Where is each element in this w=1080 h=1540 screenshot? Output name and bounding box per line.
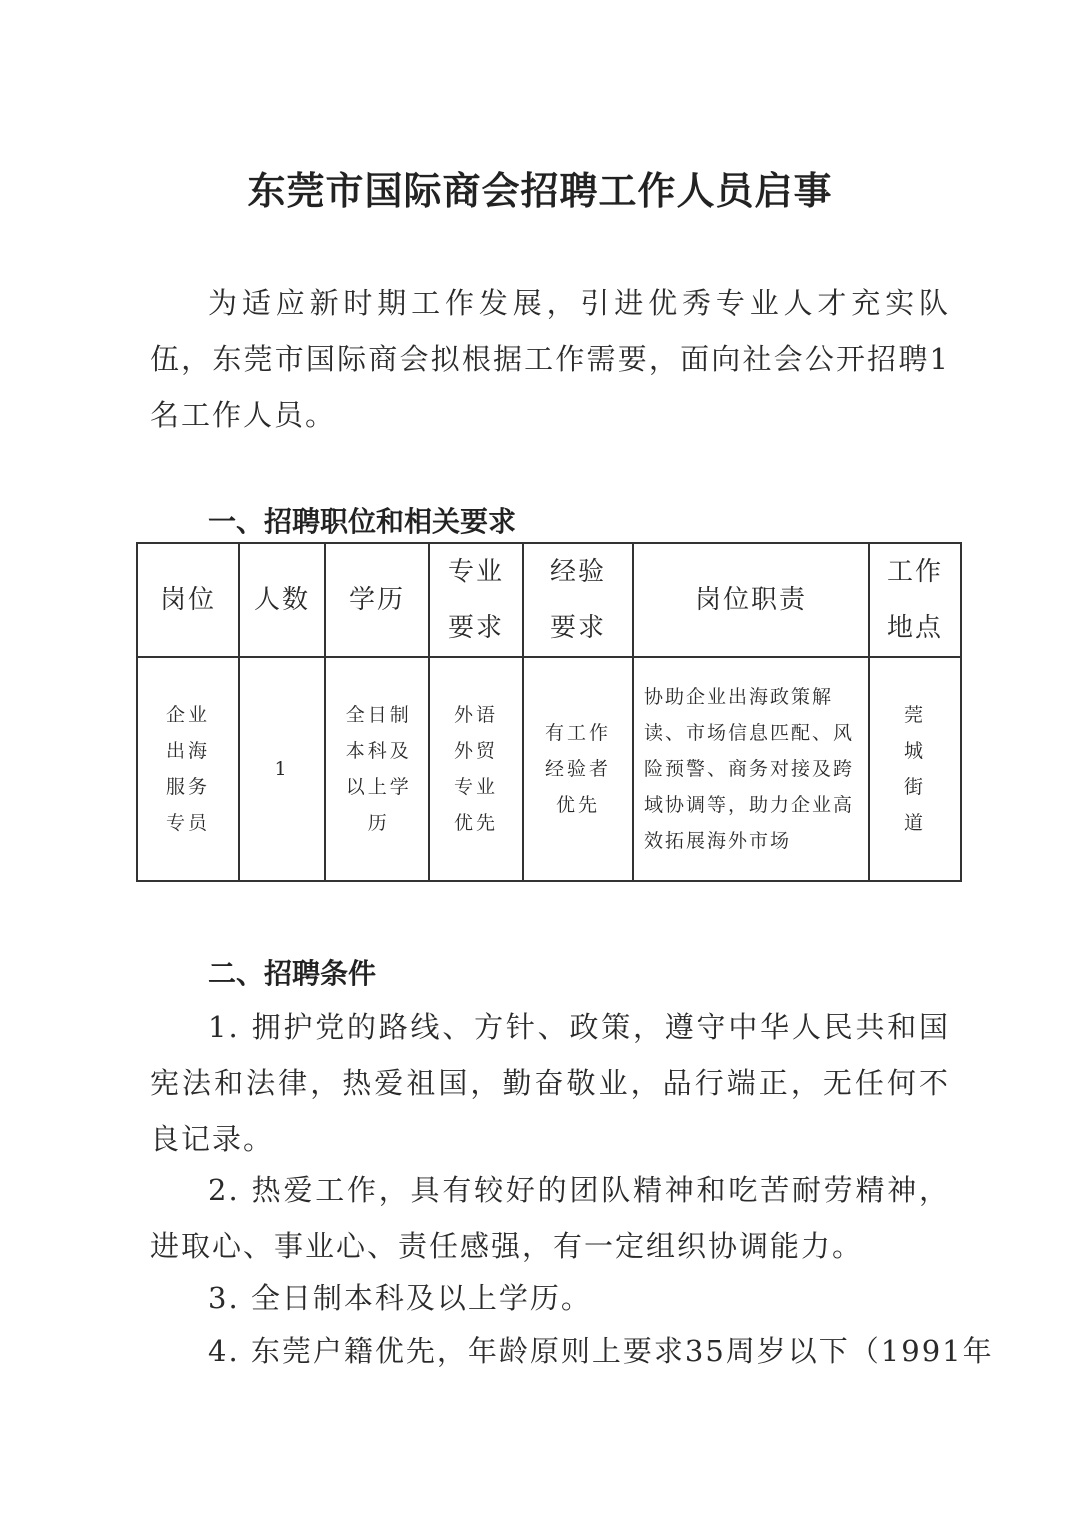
table-header-row: [137, 543, 961, 657]
cell-experience: 有工作经验者优先: [523, 657, 633, 881]
header-cell: 岗位职责: [633, 543, 869, 657]
condition-item: 2. 热爱工作，具有较好的团队精神和吃苦耐劳精神，进取心、事业心、责任感强，有一定组织协调能力。: [150, 1173, 950, 1263]
cell-position: 企业出海服务专员: [137, 657, 239, 881]
intro-paragraph: 为适应新时期工作发展，引进优秀专业人才充实队伍，东莞市国际商会拟根据工作需要，面向社会公开招聘1名工作人员。: [150, 286, 950, 432]
header-cell: 人数: [239, 543, 325, 657]
header-cell: 专业要求: [429, 543, 523, 657]
header-cell: 经验要求: [523, 543, 633, 657]
header-cell: 工作地点: [869, 543, 961, 657]
table-row: [137, 657, 961, 881]
cell-major: 外语外贸专业优先: [429, 657, 523, 881]
condition-item: 1. 拥护党的路线、方针、政策，遵守中华人民共和国宪法和法律，热爱祖国，勤奋敬业，品行端正，无任何不良记录。: [150, 1010, 950, 1156]
section-heading-positions: 一、招聘职位和相关要求: [208, 505, 517, 538]
header-cell: 学历: [325, 543, 429, 657]
cell-location: 莞城街道: [869, 657, 961, 881]
document-title: 东莞市国际商会招聘工作人员启事: [247, 169, 833, 213]
section-heading-conditions: 二、招聘条件: [208, 957, 377, 990]
recruitment-table: [136, 542, 962, 882]
cell-duties: 协助企业出海政策解读、市场信息匹配、风险预警、商务对接及跨域协调等，助力企业高效拓展海外市场: [633, 657, 869, 881]
cell-education: 全日制本科及以上学历: [325, 657, 429, 881]
header-cell: 岗位: [137, 543, 239, 657]
condition-item: 3. 全日制本科及以上学历。: [208, 1281, 592, 1315]
condition-item: 4. 东莞户籍优先，年龄原则上要求35周岁以下（1991年: [208, 1334, 994, 1368]
cell-count: 1: [239, 657, 325, 881]
